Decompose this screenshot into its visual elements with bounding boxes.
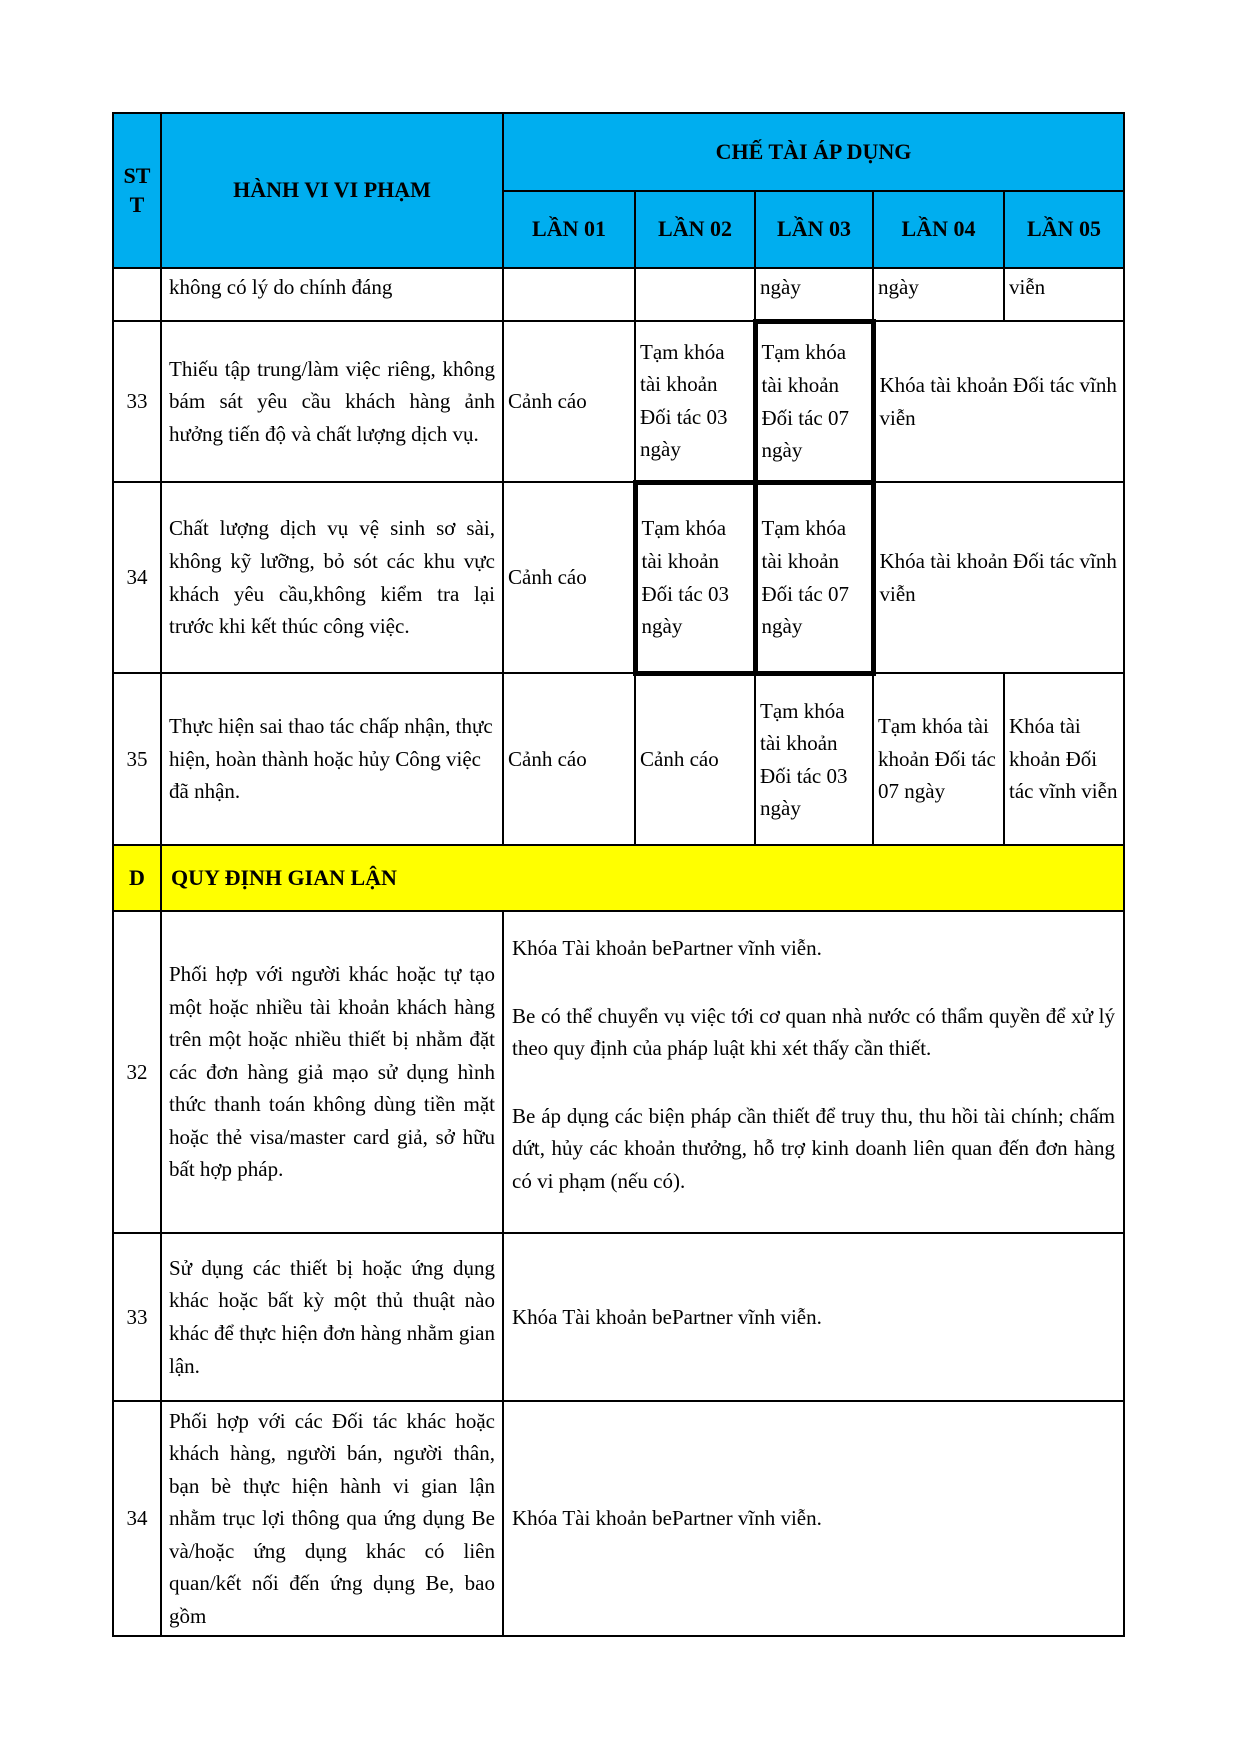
cell-lan04-carryover: ngày xyxy=(873,268,1004,321)
sanctions-table xyxy=(112,112,1125,1637)
cell-stt-f34: 34 xyxy=(113,1401,161,1636)
header-cell-stt: STT xyxy=(113,113,161,268)
cell-lan04-35: Tạm khóa tài khoản Đối tác 07 ngày xyxy=(873,673,1004,845)
section-letter: D xyxy=(113,845,161,911)
cell-lan03-35: Tạm khóa tài khoản Đối tác 03 ngày xyxy=(755,673,873,845)
cell-lan0405-34: Khóa tài khoản Đối tác vĩnh viễn xyxy=(873,482,1124,673)
cell-violation-33: Thiếu tập trung/làm việc riêng, không bám sát yêu cầu khách hàng ảnh hưởng tiến độ và chất lượng dịch vụ. xyxy=(161,321,503,482)
cell-sanction-f32 xyxy=(503,911,1124,1233)
section-row-d xyxy=(113,845,1124,911)
sanction-paragraph-1: Khóa Tài khoản bePartner vĩnh viễn. xyxy=(512,936,822,960)
table-row-carryover xyxy=(113,268,1124,321)
cell-lan02-35: Cảnh cáo xyxy=(635,673,755,845)
cell-lan03-34: Tạm khóa tài khoản Đối tác 07 ngày xyxy=(755,482,873,673)
cell-stt-f32: 32 xyxy=(113,911,161,1233)
cell-stt-33: 33 xyxy=(113,321,161,482)
table-row-35 xyxy=(113,673,1124,845)
section-title: QUY ĐỊNH GIAN LẬN xyxy=(161,845,1124,911)
sanction-paragraph-3: Be áp dụng các biện pháp cần thiết để truy thu, thu hồi tài chính; chấm dứt, hủy các khoản thưởng, hỗ trợ kinh doanh liên quan đến đơn hàng có vi phạm (nếu có). xyxy=(512,1103,1116,1193)
cell-lan05-carryover: viễn xyxy=(1004,268,1124,321)
cell-lan02-empty xyxy=(635,268,755,321)
cell-lan05-35: Khóa tài khoản Đối tác vĩnh viễn xyxy=(1004,673,1124,845)
header-cell-lan-03: LẦN 03 xyxy=(755,191,873,268)
cell-lan02-34: Tạm khóa tài khoản Đối tác 03 ngày xyxy=(635,482,755,673)
sanction-paragraph-2: Be có thể chuyển vụ việc tới cơ quan nhà nước có thẩm quyền để xử lý theo quy định của pháp luật khi xét thấy cần thiết. xyxy=(512,1003,1116,1061)
table-row-fraud-33 xyxy=(113,1233,1124,1401)
cell-lan02-33: Tạm khóa tài khoản Đối tác 03 ngày xyxy=(635,321,755,482)
header-cell-lan-02: LẦN 02 xyxy=(635,191,755,268)
table-row-33 xyxy=(113,321,1124,482)
header-cell-violation: HÀNH VI VI PHẠM xyxy=(161,113,503,268)
cell-lan01-34: Cảnh cáo xyxy=(503,482,635,673)
cell-lan01-empty xyxy=(503,268,635,321)
cell-lan01-33: Cảnh cáo xyxy=(503,321,635,482)
cell-lan03-33: Tạm khóa tài khoản Đối tác 07 ngày xyxy=(755,321,873,482)
table-row-34 xyxy=(113,482,1124,673)
cell-lan03-carryover: ngày xyxy=(755,268,873,321)
table-row-fraud-32 xyxy=(113,911,1124,1233)
cell-violation-f32: Phối hợp với người khác hoặc tự tạo một hoặc nhiều tài khoản khách hàng trên một hoặc nhiều thiết bị nhằm đặt các đơn hàng giả mạo sử dụng hình thức thanh toán không dùng tiền mặt hoặc thẻ visa/master card giả, sở hữu bất hợp pháp. xyxy=(161,911,503,1233)
header-cell-lan-04: LẦN 04 xyxy=(873,191,1004,268)
header-cell-sanction-group: CHẾ TÀI ÁP DỤNG xyxy=(503,113,1124,191)
cell-violation-f33: Sử dụng các thiết bị hoặc ứng dụng khác hoặc bất kỳ một thủ thuật nào khác để thực hiện đơn hàng nhằm gian lận. xyxy=(161,1233,503,1401)
cell-violation-34: Chất lượng dịch vụ vệ sinh sơ sài, không kỹ lưỡng, bỏ sót các khu vực khách yêu cầu,không kiểm tra lại trước khi kết thúc công việc. xyxy=(161,482,503,673)
cell-violation-f34: Phối hợp với các Đối tác khác hoặc khách hàng, người bán, người thân, bạn bè thực hiện hành vi gian lận nhằm trục lợi thông qua ứng dụng Be và/hoặc ứng dụng khác có liên quan/kết nối đến ứng dụng Be, bao gồm xyxy=(161,1401,503,1636)
header-row-group xyxy=(113,113,1124,191)
cell-stt-34: 34 xyxy=(113,482,161,673)
table-row-fraud-34 xyxy=(113,1401,1124,1636)
cell-violation-carryover: không có lý do chính đáng xyxy=(161,268,503,321)
header-cell-lan-01: LẦN 01 xyxy=(503,191,635,268)
cell-lan0405-33: Khóa tài khoản Đối tác vĩnh viễn xyxy=(873,321,1124,482)
cell-stt-35: 35 xyxy=(113,673,161,845)
cell-lan01-35: Cảnh cáo xyxy=(503,673,635,845)
cell-stt-empty xyxy=(113,268,161,321)
cell-stt-f33: 33 xyxy=(113,1233,161,1401)
cell-sanction-f34: Khóa Tài khoản bePartner vĩnh viễn. xyxy=(503,1401,1124,1636)
cell-violation-35: Thực hiện sai thao tác chấp nhận, thực hiện, hoàn thành hoặc hủy Công việc đã nhận. xyxy=(161,673,503,845)
header-cell-lan-05: LẦN 05 xyxy=(1004,191,1124,268)
cell-sanction-f33: Khóa Tài khoản bePartner vĩnh viễn. xyxy=(503,1233,1124,1401)
